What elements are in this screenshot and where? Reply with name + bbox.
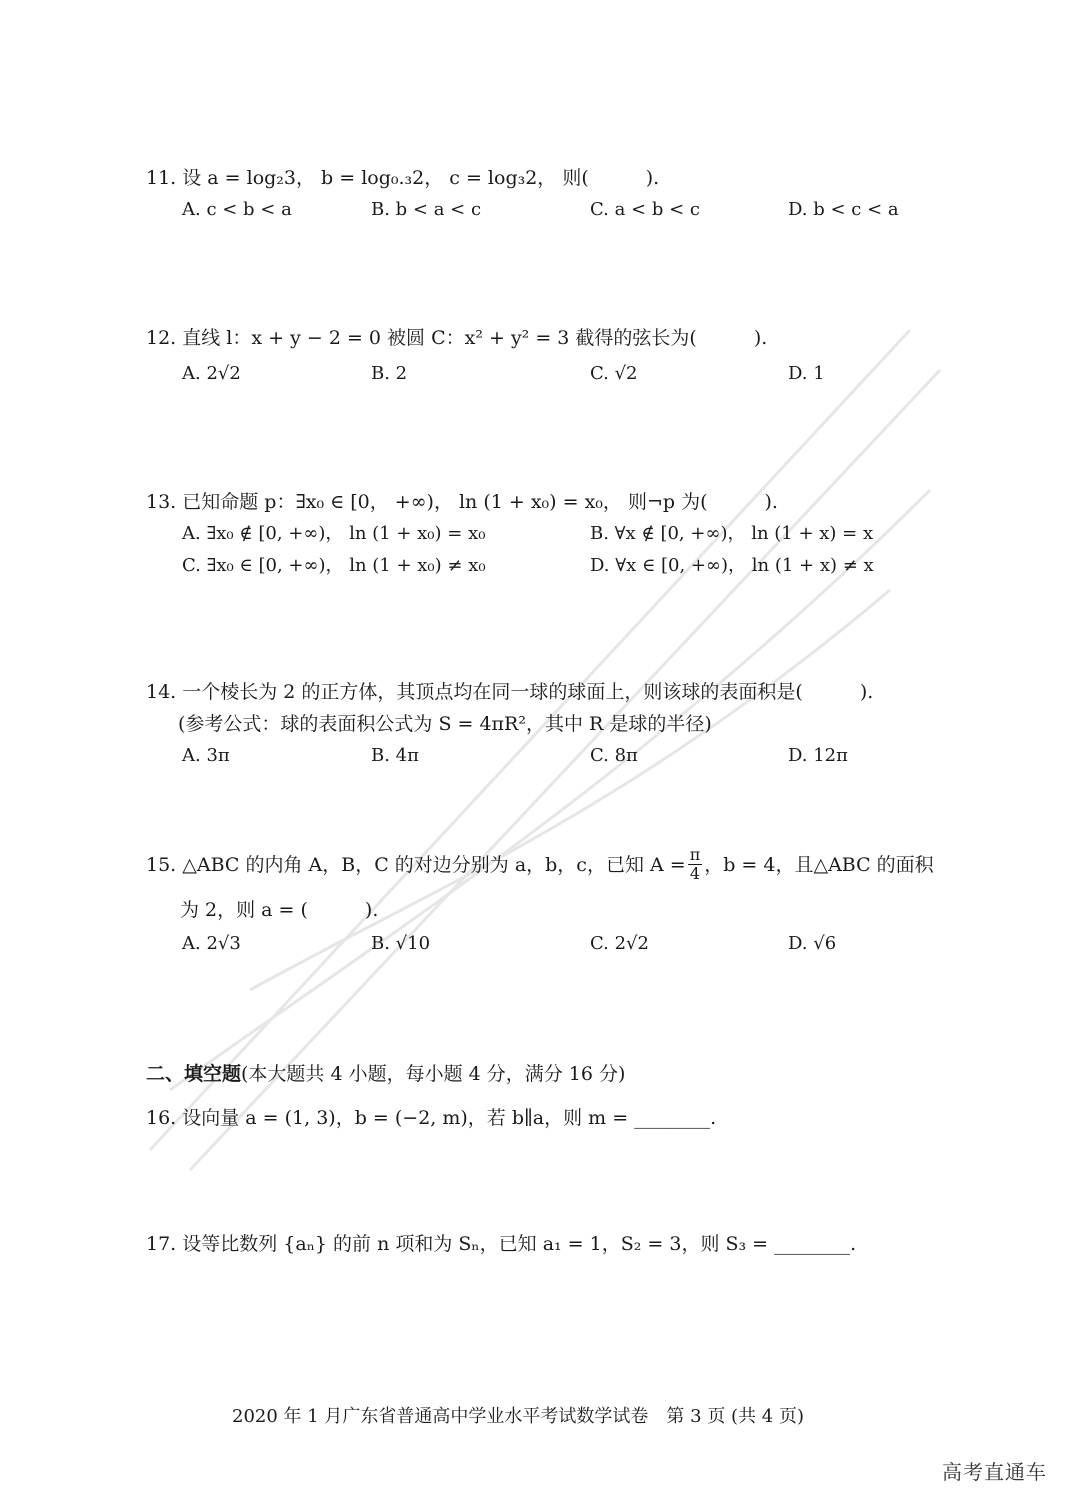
question-12-option-c: C. √2: [590, 363, 638, 384]
question-13-stem: 13. 已知命题 p：∃x₀ ∈ [0， +∞)， ln (1 + x₀) = x₀， 则¬p 为( ).: [146, 491, 778, 513]
question-14-option-c: C. 8π: [590, 745, 638, 766]
question-15-option-a: A. 2√3: [182, 933, 241, 954]
section-2-title: 二、填空题: [146, 1063, 242, 1085]
site-watermark: 高考直通车: [942, 1460, 1047, 1484]
question-11-option-c: C. a < b < c: [590, 199, 700, 220]
question-14-note: (参考公式：球的表面积公式为 S = 4πR²，其中 R 是球的半径): [178, 713, 712, 735]
question-14-stem: 14. 一个棱长为 2 的正方体，其顶点均在同一球的球面上，则该球的表面积是( ).: [146, 681, 874, 703]
fraction-denominator: 4: [689, 864, 701, 883]
question-15-option-d: D. √6: [788, 933, 837, 954]
fraction-numerator: π: [689, 845, 701, 864]
question-11-option-d: D. b < c < a: [788, 199, 899, 220]
question-15-option-b: B. √10: [371, 933, 431, 954]
question-13-option-c: C. ∃x₀ ∈ [0, +∞)， ln (1 + x₀) ≠ x₀: [182, 555, 486, 576]
question-15-stem-part-a: 15. △ABC 的内角 A，B，C 的对边分别为 a，b，c，已知 A =: [146, 853, 686, 876]
question-12-option-b: B. 2: [371, 363, 408, 384]
question-12-stem: 12. 直线 l：x + y − 2 = 0 被圆 C：x² + y² = 3 截得的弦长为( ).: [146, 327, 768, 349]
question-14-option-d: D. 12π: [788, 745, 848, 766]
page-footer: 2020 年 1 月广东省普通高中学业水平考试数学试卷 第 3 页 (共 4 页): [232, 1406, 804, 1427]
question-16-stem: 16. 设向量 a = (1, 3)，b = (−2, m)，若 b∥a，则 m = ________.: [146, 1107, 717, 1129]
question-14-option-b: B. 4π: [371, 745, 419, 766]
background-watermark: [130, 290, 950, 1190]
question-13-option-b: B. ∀x ∉ [0, +∞)， ln (1 + x) = x: [590, 523, 874, 544]
question-12-option-d: D. 1: [788, 363, 825, 384]
question-13-option-d: D. ∀x ∈ [0, +∞)， ln (1 + x) ≠ x: [590, 555, 874, 576]
question-14-option-a: A. 3π: [182, 745, 230, 766]
question-15-stem: [146, 846, 934, 883]
question-12-option-a: A. 2√2: [182, 363, 241, 384]
question-15-option-c: C. 2√2: [590, 933, 649, 954]
question-11-option-a: A. c < b < a: [182, 199, 292, 220]
question-15-fraction: [688, 846, 703, 883]
question-17-stem: 17. 设等比数列 {aₙ} 的前 n 项和为 Sₙ，已知 a₁ = 1，S₂ = 3，则 S₃ = ________.: [146, 1233, 857, 1255]
question-15-stem-line2: 为 2，则 a = ( ).: [180, 899, 379, 921]
question-15-stem-part-b: ，b = 4，且△ABC 的面积: [704, 853, 934, 876]
question-13-option-a: A. ∃x₀ ∉ [0, +∞)， ln (1 + x₀) = x₀: [182, 523, 486, 544]
section-2-header: [146, 1062, 625, 1086]
question-11-stem: 11. 设 a = log₂3， b = log₀.₃2， c = log₃2， 则( ).: [146, 167, 660, 189]
section-2-subtitle: (本大题共 4 小题，每小题 4 分，满分 16 分): [241, 1063, 626, 1085]
question-11-option-b: B. b < a < c: [371, 199, 482, 220]
